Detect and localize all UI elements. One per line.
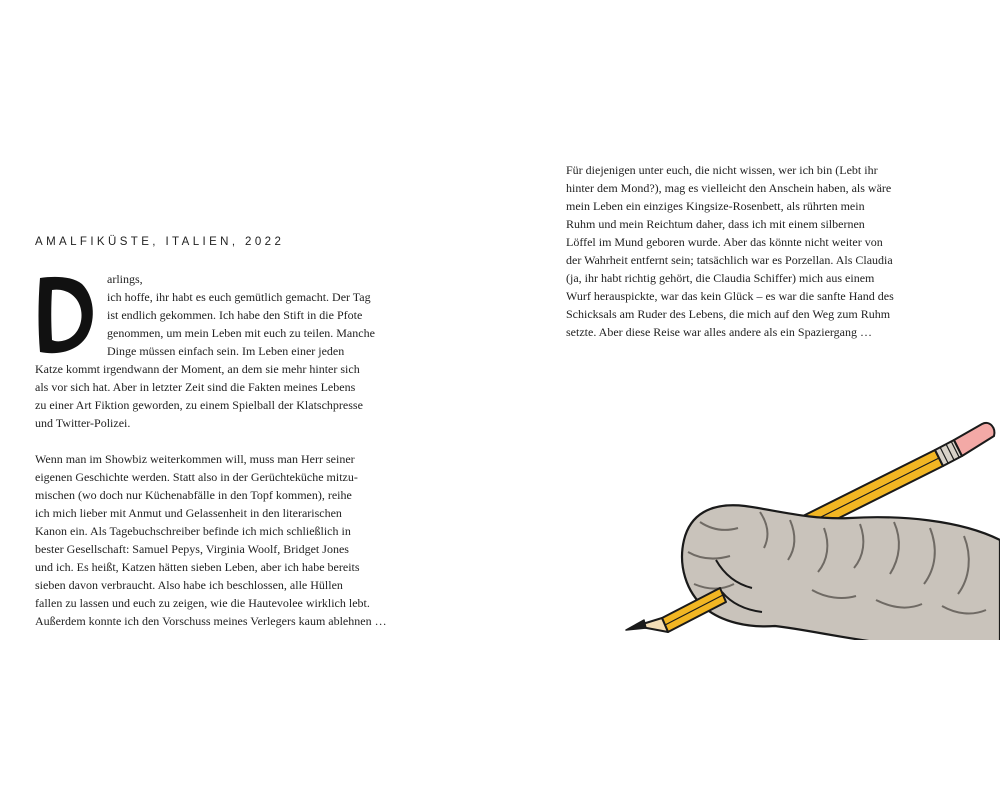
text-line: Dinge müssen einfach sein. Im Leben einer jeden xyxy=(107,344,345,358)
text-line: zu einer Art Fiktion geworden, zu einem Spielball der Klatschpresse xyxy=(35,398,363,412)
text-line: und Twitter-Polizei. xyxy=(35,416,131,430)
text-line: eigenen Geschichte werden. Statt also in der Gerüchteküche mitzu- xyxy=(35,470,358,484)
text-line: Ruhm und mein Reichtum daher, dass ich mit einem silbernen xyxy=(566,217,865,231)
text-line: Kanon ein. Als Tagebuchschreiber befinde ich mich schließlich in xyxy=(35,524,351,538)
location-heading: AMALFIKÜSTE, ITALIEN, 2022 xyxy=(35,236,285,248)
text-line: der Wahrheit entfernt sein; tatsächlich war es Porzellan. Als Claudia xyxy=(566,253,893,267)
text-line: arlings, xyxy=(107,272,143,286)
text-line: Außerdem konnte ich den Vorschuss meines Verlegers kaum ablehnen … xyxy=(35,614,387,628)
text-line: bester Gesellschaft: Samuel Pepys, Virginia Woolf, Bridget Jones xyxy=(35,542,349,556)
dropcap-d xyxy=(30,272,98,358)
cat-arm xyxy=(682,505,1000,640)
text-line: Katze kommt irgendwann der Moment, an dem sie mehr hinter sich xyxy=(35,362,360,376)
text-line: Löffel im Mund geboren wurde. Aber das könnte nicht weiter von xyxy=(566,235,883,249)
text-line: Wenn man im Showbiz weiterkommen will, muss man Herr seiner xyxy=(35,452,355,466)
text-line: als vor sich hat. Aber in letzter Zeit sind die Fakten meines Lebens xyxy=(35,380,356,394)
text-line: genommen, um mein Leben mit euch zu teilen. Manche xyxy=(107,326,375,340)
text-line: setzte. Aber diese Reise war alles andere als ein Spaziergang … xyxy=(566,325,872,339)
text-line: mischen (wo doch nur Küchenabfälle in den Topf kommen), reihe xyxy=(35,488,352,502)
text-line: ist endlich gekommen. Ich habe den Stift in die Pfote xyxy=(107,308,363,322)
right-page xyxy=(500,0,1000,800)
text-line: und ich. Es heißt, Katzen hätten sieben Leben, aber ich habe bereits xyxy=(35,560,360,574)
text-line: (ja, ihr habt richtig gehört, die Claudia Schiffer) mich aus einem xyxy=(566,271,875,285)
text-line: Für diejenigen unter euch, die nicht wissen, wer ich bin (Lebt ihr xyxy=(566,163,878,177)
text-line: Schicksals am Ruder des Lebens, die mich auf den Weg zum Ruhm xyxy=(566,307,891,321)
text-line: ich hoffe, ihr habt es euch gemütlich gemacht. Der Tag xyxy=(107,290,371,304)
text-line: sieben davon verbraucht. Also habe ich beschlossen, alle Hüllen xyxy=(35,578,343,592)
text-line: hinter dem Mond?), mag es vielleicht den Anschein haben, als wäre xyxy=(566,181,892,195)
cat-paw-holding-pencil-icon xyxy=(618,410,1000,640)
text-line: fallen zu lassen und euch zu zeigen, wie die Hautevolee wirklich lebt. xyxy=(35,596,370,610)
text-line: ich mich lieber mit Anmut und Gelassenheit in den literarischen xyxy=(35,506,342,520)
text-line: mein Leben ein einziges Kingsize-Rosenbett, als rührten mein xyxy=(566,199,865,213)
pencil-front xyxy=(626,588,726,632)
text-line: Wurf herauspickte, war das kein Glück – es war die sanfte Hand des xyxy=(566,289,894,303)
